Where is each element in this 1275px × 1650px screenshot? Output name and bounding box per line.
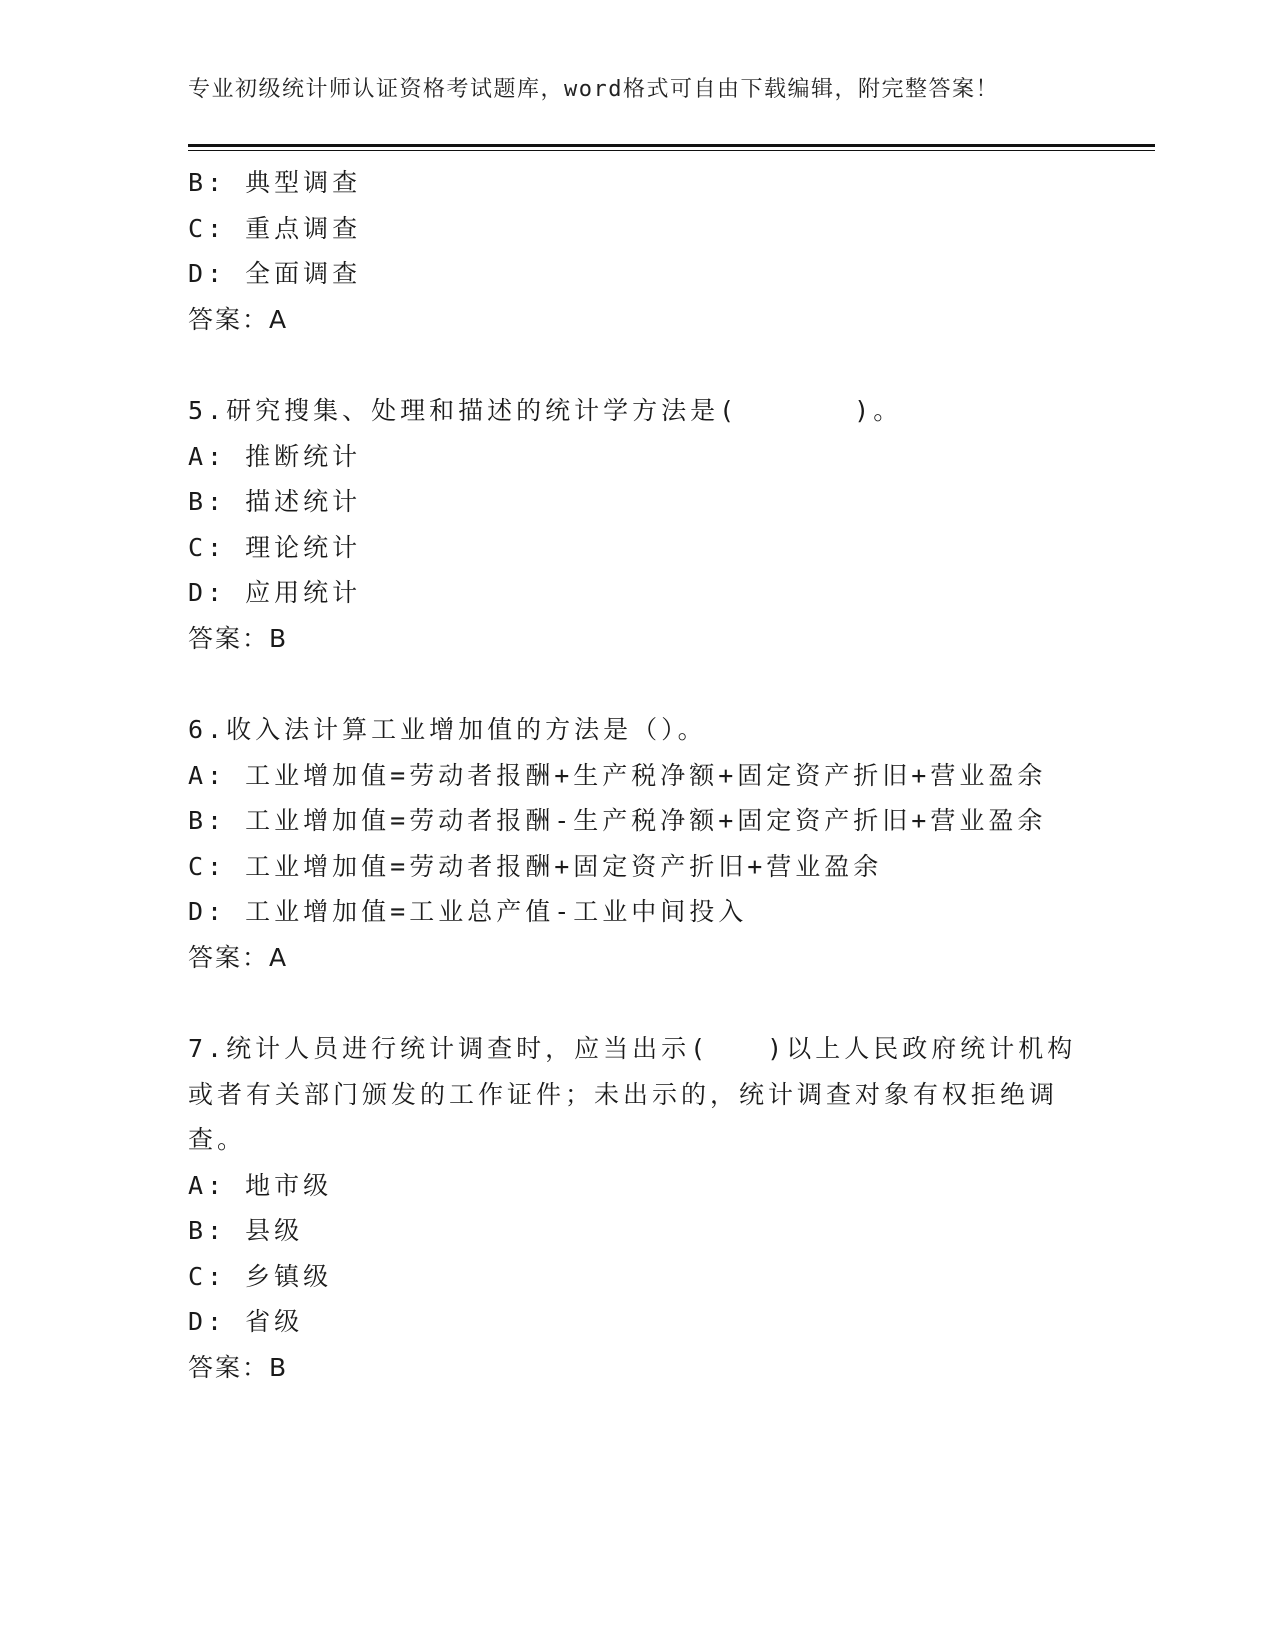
option-b: B: 描述统计: [188, 487, 362, 516]
option-a: A: 地市级: [188, 1170, 333, 1200]
question-stem-line-2: 或者有关部门颁发的工作证件；未出示的，统计调查对象有权拒绝调: [188, 1079, 1059, 1109]
option-b: B: 典型调查: [188, 168, 362, 197]
header-rule-thick: [188, 144, 1155, 147]
question-7: [188, 1026, 1077, 1390]
answer-line: 答案：B: [188, 1352, 289, 1382]
option-c: C: 重点调查: [188, 213, 362, 243]
question-5: [188, 388, 1068, 661]
question-stem: 6.收入法计算工业增加值的方法是（）。: [188, 715, 707, 744]
question-6: [188, 707, 1068, 980]
option-c: C: 工业增加值=劳动者报酬+固定资产折旧+营业盈余: [188, 851, 883, 881]
option-c: C: 乡镇级: [188, 1261, 333, 1291]
option-d: D: 工业增加值=工业总产值-工业中间投入: [188, 897, 748, 926]
answer-line: 答案：A: [188, 942, 289, 972]
question-stem: 5.研究搜集、处理和描述的统计学方法是( )。: [188, 396, 903, 425]
option-d: D: 省级: [188, 1307, 304, 1336]
option-b: B: 县级: [188, 1216, 304, 1245]
question-stem-line-3: 查。: [188, 1125, 247, 1154]
option-a: A: 推断统计: [188, 441, 362, 471]
option-d: D: 应用统计: [188, 578, 362, 607]
answer-line: 答案：A: [188, 304, 289, 334]
question-4: [188, 160, 1068, 342]
answer-line: 答案：B: [188, 623, 289, 653]
option-c: C: 理论统计: [188, 532, 362, 562]
option-a: A: 工业增加值=劳动者报酬+生产税净额+固定资产折旧+营业盈余: [188, 760, 1047, 790]
header-rule-thin: [188, 150, 1155, 151]
question-stem-line-1: 7.统计人员进行统计调查时，应当出示( )以上人民政府统计机构: [188, 1034, 1077, 1063]
option-b: B: 工业增加值=劳动者报酬-生产税净额+固定资产折旧+营业盈余: [188, 806, 1047, 835]
option-d: D: 全面调查: [188, 259, 362, 288]
page-header: 专业初级统计师认证资格考试题库，word格式可自由下载编辑，附完整答案！: [188, 77, 999, 102]
question-list: [188, 160, 1077, 1390]
